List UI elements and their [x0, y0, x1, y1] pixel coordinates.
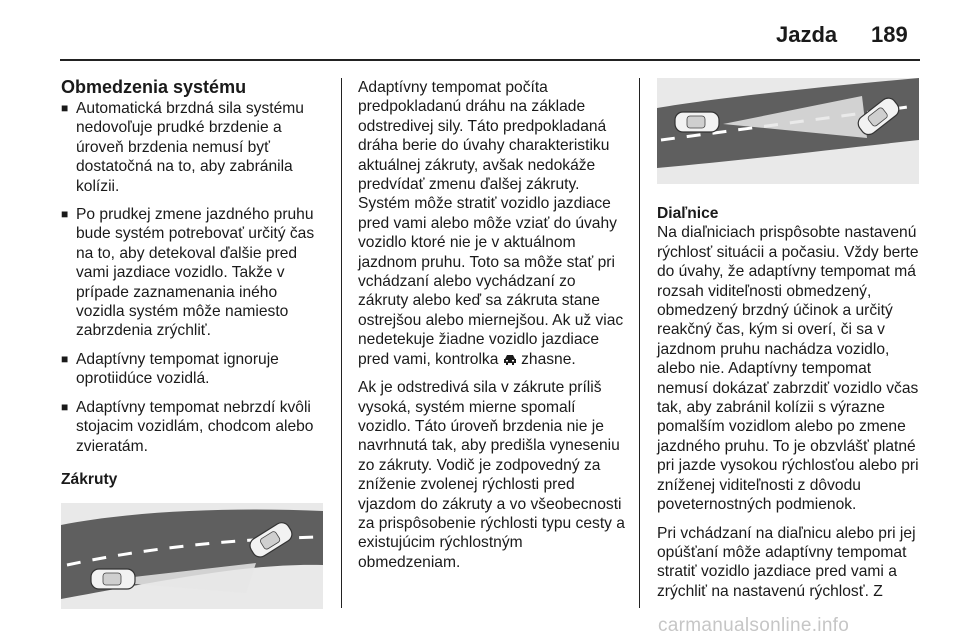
car-ahead-indicator-icon: [503, 353, 517, 366]
bullet-square-icon: ■: [61, 399, 69, 414]
limitations-list: [61, 99, 325, 456]
watermark: carmanualsonline.info: [658, 615, 850, 636]
subheading-curves: Zákruty: [61, 470, 118, 488]
list-item: ■ Adaptívny tempomat ignoruje oprotiidúce vozidlá.: [61, 350, 279, 388]
curve-illustration: [61, 503, 323, 609]
column-divider-2: [639, 78, 640, 608]
header-rule: [60, 59, 920, 61]
paragraph: Adaptívny tempomat počíta predpokladanú dráhu na základe odstredivej sily. Táto predpokladaná dráha berie do úvahy charakteristiku aktuálnej zákruty, avšak nedokáže predvídať zmenu ďalšej zákruty. Systém môže stratiť vozidlo jazdiace pred vami alebo môže vziať do úvahy vozidlo ktoré nie je v aktuálnom jazdnom pruhu. Toto sa môže stať pri vchádzaní alebo vychádzaní zo zákruty alebo keď sa zákruta stane ostrejšou alebo miernejšou. Ak už viac nedetekuje žiadne vozidlo jazdiace pred vami, kontrolka zhasne.: [358, 79, 624, 368]
bullet-square-icon: ■: [61, 351, 69, 366]
section-title: Obmedzenia systému: [61, 77, 247, 97]
subheading-highways: Diaľnice: [657, 205, 719, 222]
paragraph: Pri vchádzaní na diaľnicu alebo pri jej opúšťaní môže adaptívny tempomat stratiť vozidlo jazdiace pred vami a zrýchliť na nastavenú rýchlosť. Z: [657, 524, 916, 600]
column-divider-1: [341, 78, 342, 608]
bullet-square-icon: ■: [61, 207, 69, 222]
column-2: [358, 78, 626, 581]
column-3: [657, 78, 923, 610]
highway-illustration: [657, 78, 919, 184]
paragraph: Ak je odstredivá sila v zákrute príliš vysoká, systém mierne spomalí vozidlo. Táto úroveň brzdenia nie je navrhnutá tak, aby predišla vyneseniu zo zákruty. Vodič je zodpovedný za zníženie zvolenej rýchlosti pred vjazdom do zákruty a vo všeobecnosti za prispôsobenie rýchlosti typu cesty a existujúcim rýchlostným obmedzeniam.: [358, 379, 625, 571]
list-item: ■ Po prudkej zmene jazdného pruhu bude systém potrebovať určitý čas na to, aby detekoval ďalšie pred vami jazdiace vozidlo. Takže v prípade zaznamenania iného vozidla systém môže namiesto zabrzdenia zrýchliť.: [61, 206, 315, 340]
paragraph: Na diaľniciach prispôsobte nastavenú rýchlosť situácii a počasiu. Vždy berte do úvahy, že adaptívny tempomat má rozsah viditeľnosti obmedzený, obmedzený brzdný účinok a určitý reakčný čas, kým si overí, či sa v jazdnom pruhu nachádza vozidlo, alebo nie. Adaptívny tempomat nemusí dokázať zabrzdiť vozidlo včas tak, aby zabránil kolízii s výrazne pomalším vozidlom alebo po zmene jazdného pruhu. To je obzvlášť platné pri jazde vysokou rýchlosťou alebo pri zníženej viditeľnosti z dôvodu poveternostných podmienok.: [657, 224, 919, 514]
bullet-square-icon: ■: [61, 101, 69, 115]
list-item: ■ Adaptívny tempomat nebrzdí kvôli stojacim vozidlám, chodcom alebo zvieratám.: [61, 398, 314, 455]
car-icon: [91, 569, 135, 589]
header-title: Jazda: [776, 22, 838, 47]
list-item: ■ Automatická brzdná sila systému nedovoľuje prudké brzdenie a úroveň brzdenia nemusí byť dostatočná na to, aby zabránila kolízii.: [61, 100, 304, 195]
page-number: 189: [871, 22, 908, 47]
car-icon: [675, 112, 719, 132]
column-1: [61, 78, 325, 609]
